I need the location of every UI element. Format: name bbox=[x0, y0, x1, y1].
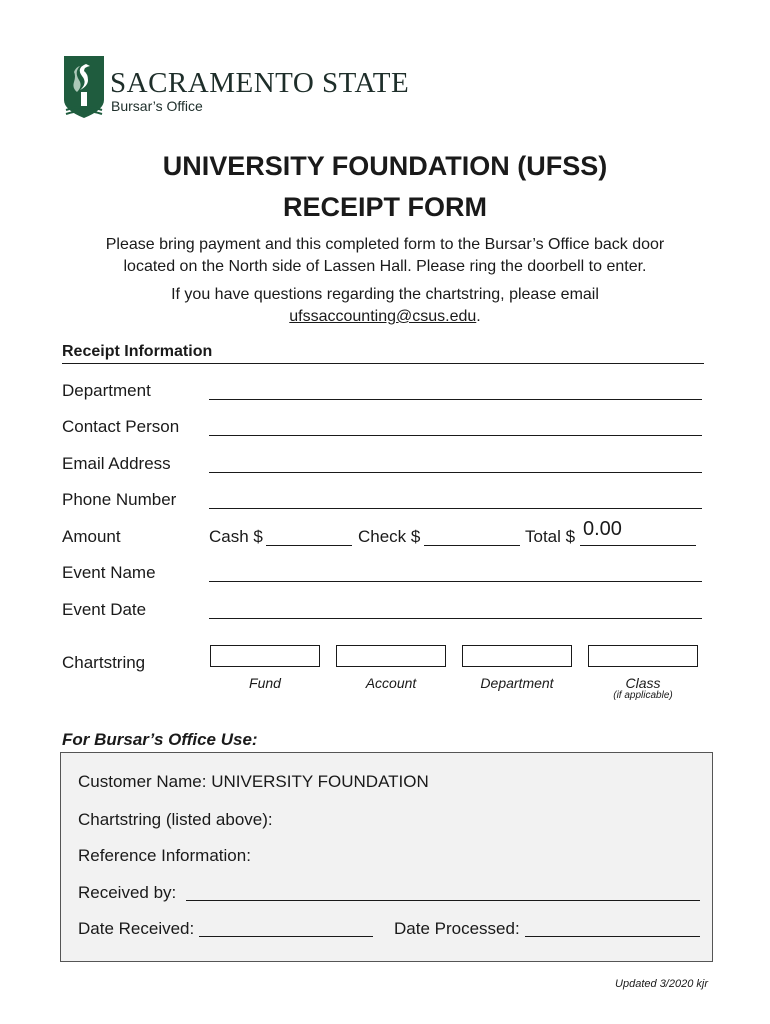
sacramento-state-logo bbox=[62, 54, 410, 124]
date-received-label: Date Received: bbox=[78, 919, 195, 938]
receipt-info-heading: Receipt Information bbox=[62, 343, 213, 360]
chartstring-label: Chartstring bbox=[62, 653, 146, 672]
intro-line2: located on the North side of Lassen Hall. Please ring the doorbell to enter. bbox=[123, 258, 647, 275]
org-name: SACRAMENTO STATE bbox=[110, 67, 410, 99]
class-note: (if applicable) bbox=[613, 690, 673, 701]
office-use-heading: For Bursar’s Office Use: bbox=[62, 730, 258, 749]
event-name-label: Event Name bbox=[62, 563, 156, 582]
email-address-label: Email Address bbox=[62, 454, 171, 473]
event-name-field[interactable] bbox=[209, 581, 702, 582]
email-address-field[interactable] bbox=[209, 472, 702, 473]
class-box[interactable] bbox=[588, 645, 698, 667]
fund-box[interactable] bbox=[210, 645, 320, 667]
received-by-field[interactable] bbox=[186, 900, 700, 901]
phone-number-field[interactable] bbox=[209, 508, 702, 509]
office-name: Bursar’s Office bbox=[111, 98, 203, 114]
event-date-label: Event Date bbox=[62, 600, 147, 619]
date-processed-field[interactable] bbox=[525, 936, 700, 937]
department-box[interactable] bbox=[462, 645, 572, 667]
intro-line3: If you have questions regarding the chartstring, please email bbox=[171, 286, 599, 303]
department-field[interactable] bbox=[209, 399, 702, 400]
updated-note: Updated 3/2020 kjr bbox=[615, 978, 708, 990]
account-box[interactable] bbox=[336, 645, 446, 667]
email-link[interactable]: ufssaccounting@csus.edu bbox=[289, 308, 477, 325]
amount-label: Amount bbox=[62, 527, 121, 546]
email-suffix: . bbox=[476, 308, 481, 325]
total-field[interactable] bbox=[580, 545, 696, 546]
form-title-line1: UNIVERSITY FOUNDATION (UFSS) bbox=[162, 151, 608, 181]
cash-field[interactable] bbox=[266, 545, 352, 546]
contact-person-label: Contact Person bbox=[62, 417, 180, 436]
event-date-field[interactable] bbox=[209, 618, 702, 619]
account-caption: Account bbox=[365, 675, 417, 691]
chartstring-listed: Chartstring (listed above): bbox=[78, 810, 273, 829]
form-title-line2: RECEIPT FORM bbox=[282, 192, 487, 222]
check-label: Check $ bbox=[358, 527, 421, 546]
phone-number-label: Phone Number bbox=[62, 490, 177, 509]
total-value[interactable]: 0.00 bbox=[583, 518, 622, 540]
cash-label: Cash $ bbox=[209, 527, 263, 546]
check-field[interactable] bbox=[424, 545, 520, 546]
class-caption: Class bbox=[625, 675, 661, 691]
intro-line1: Please bring payment and this completed form to the Bursar’s Office back door bbox=[105, 236, 665, 253]
total-label: Total $ bbox=[525, 527, 576, 546]
date-received-field[interactable] bbox=[199, 936, 373, 937]
fund-caption: Fund bbox=[249, 675, 281, 691]
received-by-label: Received by: bbox=[78, 883, 177, 902]
reference-information: Reference Information: bbox=[78, 846, 251, 865]
customer-name: Customer Name: UNIVERSITY FOUNDATION bbox=[78, 772, 429, 791]
department-label: Department bbox=[62, 381, 151, 400]
date-processed-label: Date Processed: bbox=[394, 919, 520, 938]
department-caption: Department bbox=[480, 675, 554, 691]
hornet-shield-icon bbox=[62, 54, 106, 120]
contact-person-field[interactable] bbox=[209, 435, 702, 436]
section-divider bbox=[62, 363, 704, 364]
intro-email-line bbox=[40, 306, 730, 328]
